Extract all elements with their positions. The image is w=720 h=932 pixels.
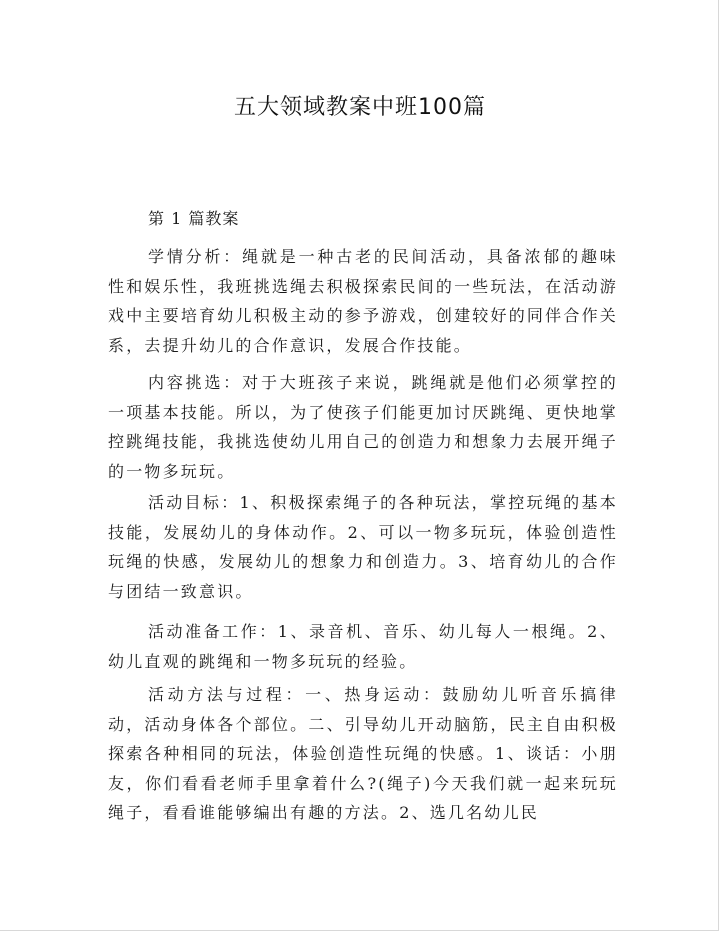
section-heading: 第 1 篇教案 bbox=[148, 209, 240, 228]
paragraph-situation-analysis: 学情分析：绳就是一种古老的民间活动，具备浓郁的趣味性和娱乐性，我班挑选绳去积极探索民间的一些玩法，在活动游戏中主要培育幼儿积极主动的参予游戏，创建较好的同伴合作关系，去提升幼儿的合作意识，发展合作技能。 bbox=[108, 247, 618, 355]
document-title: 五大领域教案中班100篇 bbox=[234, 95, 486, 120]
paragraph-preparation: 活动准备工作：1、录音机、音乐、幼儿每人一根绳。2、幼儿直观的跳绳和一物多玩玩的经验。 bbox=[108, 622, 618, 671]
paragraph-content-selection: 内容挑选：对于大班孩子来说，跳绳就是他们必须掌控的一项基本技能。所以，为了使孩子们能更加讨厌跳绳、更快地掌控跳绳技能，我挑选使幼儿用自己的创造力和想象力去展开绳子的一物多玩玩。 bbox=[108, 373, 618, 481]
paragraph-method-process: 活动方法与过程：一、热身运动：鼓励幼儿听音乐搞律动，活动身体各个部位。二、引导幼儿开动脑筋，民主自由积极探索各种相同的玩法，体验创造性玩绳的快感。1、谈话：小朋友，你们看看老师手里拿着什么?(绳子)今天我们就一起来玩玩绳子，看看谁能够编出有趣的方法。2、选几名幼儿民 bbox=[108, 685, 618, 822]
paragraph-activity-goals: 活动目标：1、积极探索绳子的各种玩法，掌控玩绳的基本技能，发展幼儿的身体动作。2、可以一物多玩玩，体验创造性玩绳的快感，发展幼儿的想象力和创造力。3、培育幼儿的合作与团结一致意识。 bbox=[108, 493, 618, 601]
